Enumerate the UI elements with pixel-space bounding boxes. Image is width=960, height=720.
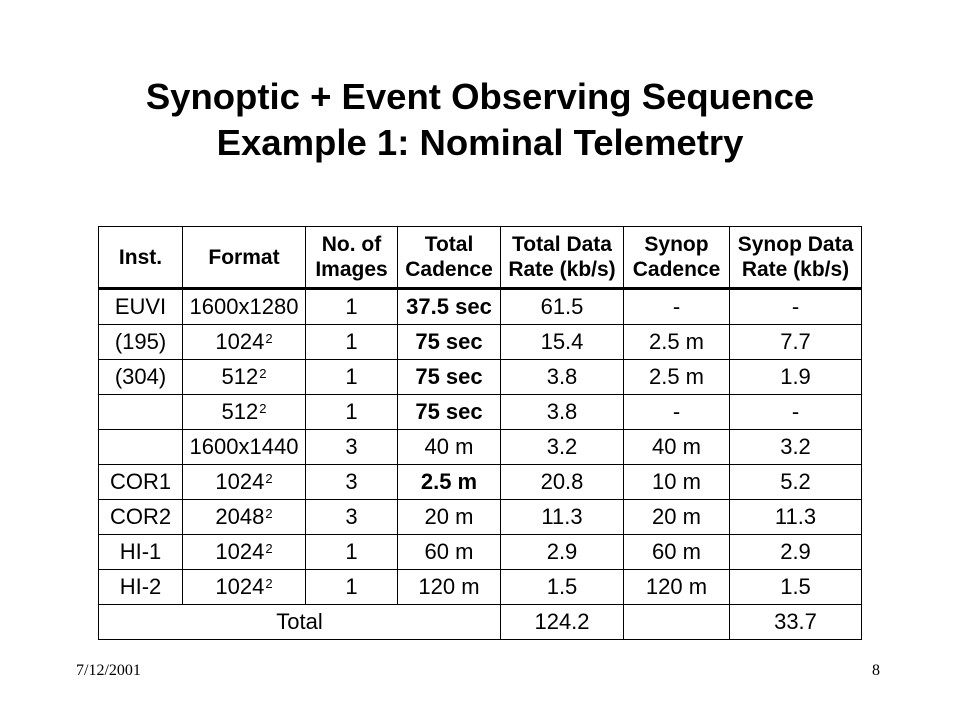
header-cell-images: No. of Images: [306, 227, 398, 289]
cell-synop-cadence: 2.5 m: [624, 325, 730, 360]
cell-total-cadence: 120 m: [398, 570, 501, 605]
cell-synop-cadence: 10 m: [624, 465, 730, 500]
telemetry-table-body: [99, 227, 862, 640]
table-total-row: [99, 605, 862, 640]
cell-inst: HI-2: [99, 570, 183, 605]
cell-inst: EUVI: [99, 289, 183, 325]
cell-total-data-rate: 3.8: [501, 395, 624, 430]
slide-title: [40, 74, 920, 166]
header-cell-inst: Inst.: [99, 227, 183, 289]
cell-images: 1: [306, 289, 398, 325]
cell-inst: COR1: [99, 465, 183, 500]
cell-images: 3: [306, 430, 398, 465]
table-row: [99, 535, 862, 570]
cell-total-data-rate: 1.5: [501, 570, 624, 605]
cell-images: 3: [306, 465, 398, 500]
header-cell-synop-data-rate: Synop Data Rate (kb/s): [730, 227, 862, 289]
cell-inst: [99, 430, 183, 465]
cell-synop-data-rate: 3.2: [730, 430, 862, 465]
cell-format: 1600x1280: [183, 289, 306, 325]
table-row: [99, 325, 862, 360]
slide-title-line-1: Synoptic + Event Observing Sequence: [145, 76, 815, 117]
cell-total-data-rate: 11.3: [501, 500, 624, 535]
table-row: [99, 500, 862, 535]
footer-date: 7/12/2001: [76, 662, 141, 679]
header-cell-total-cadence: Total Cadence: [398, 227, 501, 289]
cell-total-cadence: 20 m: [398, 500, 501, 535]
cell-synop-data-rate: 11.3: [730, 500, 862, 535]
cell-format: $512^2$: [183, 395, 306, 430]
cell-total-data-rate: 15.4: [501, 325, 624, 360]
cell-format: $512^2$: [183, 360, 306, 395]
total-data-rate: 124.2: [501, 605, 624, 640]
telemetry-table: [98, 226, 862, 640]
cell-total-cadence: 60 m: [398, 535, 501, 570]
cell-images: 1: [306, 325, 398, 360]
cell-inst: (304): [99, 360, 183, 395]
header-cell-total-data-rate: Total Data Rate (kb/s): [501, 227, 624, 289]
cell-synop-cadence: -: [624, 289, 730, 325]
cell-total-data-rate: 61.5: [501, 289, 624, 325]
footer-page-number: 8: [872, 662, 880, 679]
cell-synop-cadence: 2.5 m: [624, 360, 730, 395]
cell-synop-cadence: 120 m: [624, 570, 730, 605]
slide-title-line-2: Example 1: Nominal Telemetry: [216, 122, 744, 163]
table-row: [99, 430, 862, 465]
cell-total-cadence: 2.5 m: [398, 465, 501, 500]
cell-total-data-rate: 20.8: [501, 465, 624, 500]
cell-synop-data-rate: 1.9: [730, 360, 862, 395]
cell-format: 1024$^2$: [183, 570, 306, 605]
cell-total-cadence: 75 sec: [398, 360, 501, 395]
cell-synop-data-rate: 1.5: [730, 570, 862, 605]
total-synop-data-rate: 33.7: [730, 605, 862, 640]
table-row: [99, 395, 862, 430]
header-cell-synop-cadence: Synop Cadence: [624, 227, 730, 289]
total-label: Total: [99, 605, 501, 640]
cell-inst: COR2: [99, 500, 183, 535]
cell-synop-data-rate: 5.2: [730, 465, 862, 500]
header-cell-format: Format: [183, 227, 306, 289]
cell-inst: [99, 395, 183, 430]
cell-inst: HI-1: [99, 535, 183, 570]
cell-synop-data-rate: 2.9: [730, 535, 862, 570]
cell-synop-cadence: -: [624, 395, 730, 430]
cell-total-cadence: 75 sec: [398, 395, 501, 430]
table-header-row: [99, 227, 862, 289]
total-synop-cadence: [624, 605, 730, 640]
cell-format: 1600x1440: [183, 430, 306, 465]
cell-total-data-rate: 3.2: [501, 430, 624, 465]
cell-format: 2048$^2$: [183, 500, 306, 535]
cell-images: 1: [306, 395, 398, 430]
cell-format: 1024$^2$: [183, 465, 306, 500]
cell-total-cadence: 40 m: [398, 430, 501, 465]
cell-synop-data-rate: -: [730, 395, 862, 430]
cell-total-data-rate: 2.9: [501, 535, 624, 570]
cell-synop-cadence: 40 m: [624, 430, 730, 465]
cell-synop-cadence: 20 m: [624, 500, 730, 535]
cell-synop-data-rate: -: [730, 289, 862, 325]
cell-format: 1024$^2$: [183, 325, 306, 360]
table-row: [99, 360, 862, 395]
cell-images: 1: [306, 570, 398, 605]
cell-images: 1: [306, 360, 398, 395]
cell-total-cadence: 37.5 sec: [398, 289, 501, 325]
cell-total-cadence: 75 sec: [398, 325, 501, 360]
cell-synop-cadence: 60 m: [624, 535, 730, 570]
cell-synop-data-rate: 7.7: [730, 325, 862, 360]
cell-images: 3: [306, 500, 398, 535]
cell-inst: (195): [99, 325, 183, 360]
cell-images: 1: [306, 535, 398, 570]
cell-total-data-rate: 3.8: [501, 360, 624, 395]
table-row: [99, 570, 862, 605]
table-row: [99, 289, 862, 325]
cell-format: 1024$^2$: [183, 535, 306, 570]
table-row: [99, 465, 862, 500]
